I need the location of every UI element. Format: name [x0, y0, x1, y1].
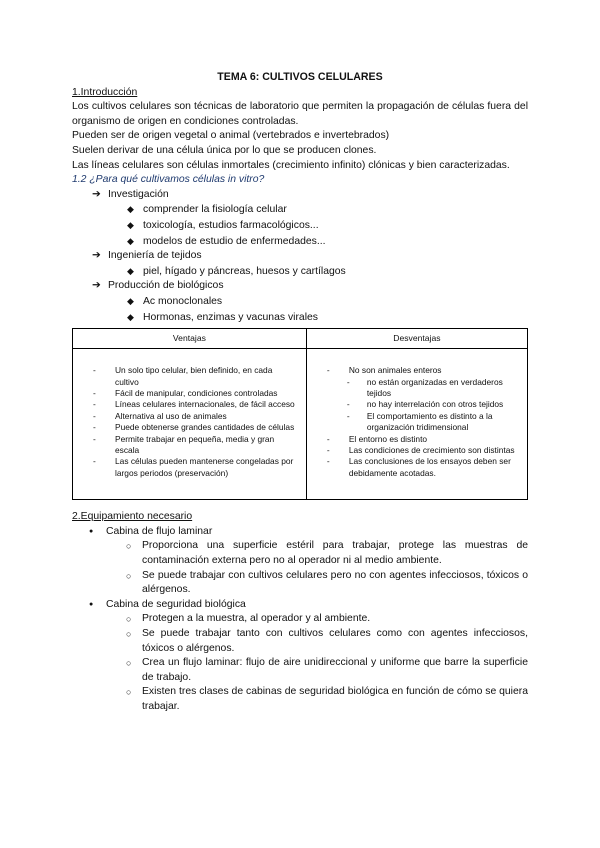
- list-item: ◆ comprender la fisiología celular: [127, 204, 287, 216]
- list-item: - Líneas celulares internacionales, de fácil acceso: [81, 399, 296, 410]
- list-item: ○ Proporciona una superficie estéril para trabajar, protege las muestras de contaminación externa pero no al operador ni al medio ambiente.: [72, 539, 528, 568]
- list-item: ○ Se puede trabajar tanto con cultivos celulares como con agentes infecciosos, tóxicos o alérgenos.: [72, 627, 528, 656]
- list-item: - no hay interrelación con otros tejidos: [315, 399, 517, 410]
- desventajas-cell: [306, 349, 527, 500]
- diamond-bullet-icon: ◆: [127, 265, 134, 276]
- list-item: - no están organizadas en verdaderos tejidos: [315, 377, 517, 400]
- section-heading-equipment: 2.Equipamiento necesario: [72, 511, 193, 523]
- subsection-heading: 1.2 ¿Para qué cultivamos células in vitro?: [72, 174, 265, 186]
- list-item: ◆ Ac monoclonales: [127, 295, 223, 307]
- arrow-icon: ➔: [92, 280, 101, 292]
- list-item: ➔ Investigación: [72, 188, 528, 203]
- table-header-ventajas: Ventajas: [73, 329, 307, 349]
- list-item: - No son animales enteros: [315, 365, 517, 376]
- list-item: ◆ toxicología, estudios farmacológicos...: [127, 219, 319, 231]
- list-item: ○ Protegen a la muestra, al operador y al ambiente.: [72, 612, 528, 627]
- list-item: - Un solo tipo celular, bien definido, en cada cultivo: [81, 365, 296, 388]
- diamond-bullet-icon: ◆: [127, 295, 134, 306]
- page-title: TEMA 6: CULTIVOS CELULARES: [217, 71, 383, 83]
- list-item: ➔ Ingeniería de tejidos: [72, 249, 528, 264]
- list-item: ◆ piel, hígado y páncreas, huesos y cartílagos: [127, 265, 346, 277]
- list-item: - Las condiciones de crecimiento son distintas: [315, 445, 517, 456]
- paragraph: Pueden ser de origen vegetal o animal (vertebrados e invertebrados): [72, 130, 390, 142]
- document-page: [72, 70, 528, 714]
- list-item: ➔ Producción de biológicos: [72, 279, 528, 294]
- arrow-icon: ➔: [92, 250, 101, 262]
- list-item: - El entorno es distinto: [315, 434, 517, 445]
- list-item: - Fácil de manipular, condiciones controladas: [81, 388, 296, 399]
- list-item: - Alternativa al uso de animales: [81, 411, 296, 422]
- diamond-bullet-icon: ◆: [127, 219, 134, 230]
- diamond-bullet-icon: ◆: [127, 235, 134, 246]
- list-item: ○ Se puede trabajar con cultivos celulares pero no con agentes infecciosos, tóxicos o alérgenos.: [72, 569, 528, 598]
- list-item: ● Cabina de flujo laminar: [72, 525, 528, 540]
- diamond-bullet-icon: ◆: [127, 311, 134, 322]
- list-item: - Las conclusiones de los ensayos deben ser debidamente acotadas.: [315, 456, 517, 479]
- list-item: - Permite trabajar en pequeña, media y gran escala: [81, 434, 296, 457]
- paragraph: Los cultivos celulares son técnicas de laboratorio que permiten la propagación de células fuera del organismo de origen en condiciones controladas.: [72, 101, 528, 127]
- section-heading-intro: 1.Introducción: [72, 86, 138, 98]
- diamond-bullet-icon: ◆: [127, 204, 134, 215]
- pros-cons-table: [72, 328, 528, 500]
- arrow-icon: ➔: [92, 188, 101, 200]
- paragraph: Las líneas celulares son células inmortales (crecimiento infinito) clónicas y bien caracterizadas.: [72, 159, 510, 171]
- table-header-desventajas: Desventajas: [306, 329, 527, 349]
- list-item: ◆ modelos de estudio de enfermedades...: [127, 235, 326, 247]
- list-item: - El comportamiento es distinto a la organización tridimensional: [315, 411, 517, 434]
- list-item: - Las células pueden mantenerse congeladas por largos periodos (preservación): [81, 456, 296, 479]
- list-item: ◆ Hormonas, enzimas y vacunas virales: [127, 311, 318, 323]
- list-item: - Puede obtenerse grandes cantidades de células: [81, 422, 296, 433]
- ventajas-cell: [73, 349, 307, 500]
- paragraph: Suelen derivar de una célula única por lo que se producen clones.: [72, 144, 377, 156]
- list-item: ● Cabina de seguridad biológica: [72, 598, 528, 613]
- list-item: ○ Existen tres clases de cabinas de seguridad biológica en función de cómo se quiera trabajar.: [72, 685, 528, 714]
- list-item: ○ Crea un flujo laminar: flujo de aire unidireccional y uniforme que barre la superficie de trabajo.: [72, 656, 528, 685]
